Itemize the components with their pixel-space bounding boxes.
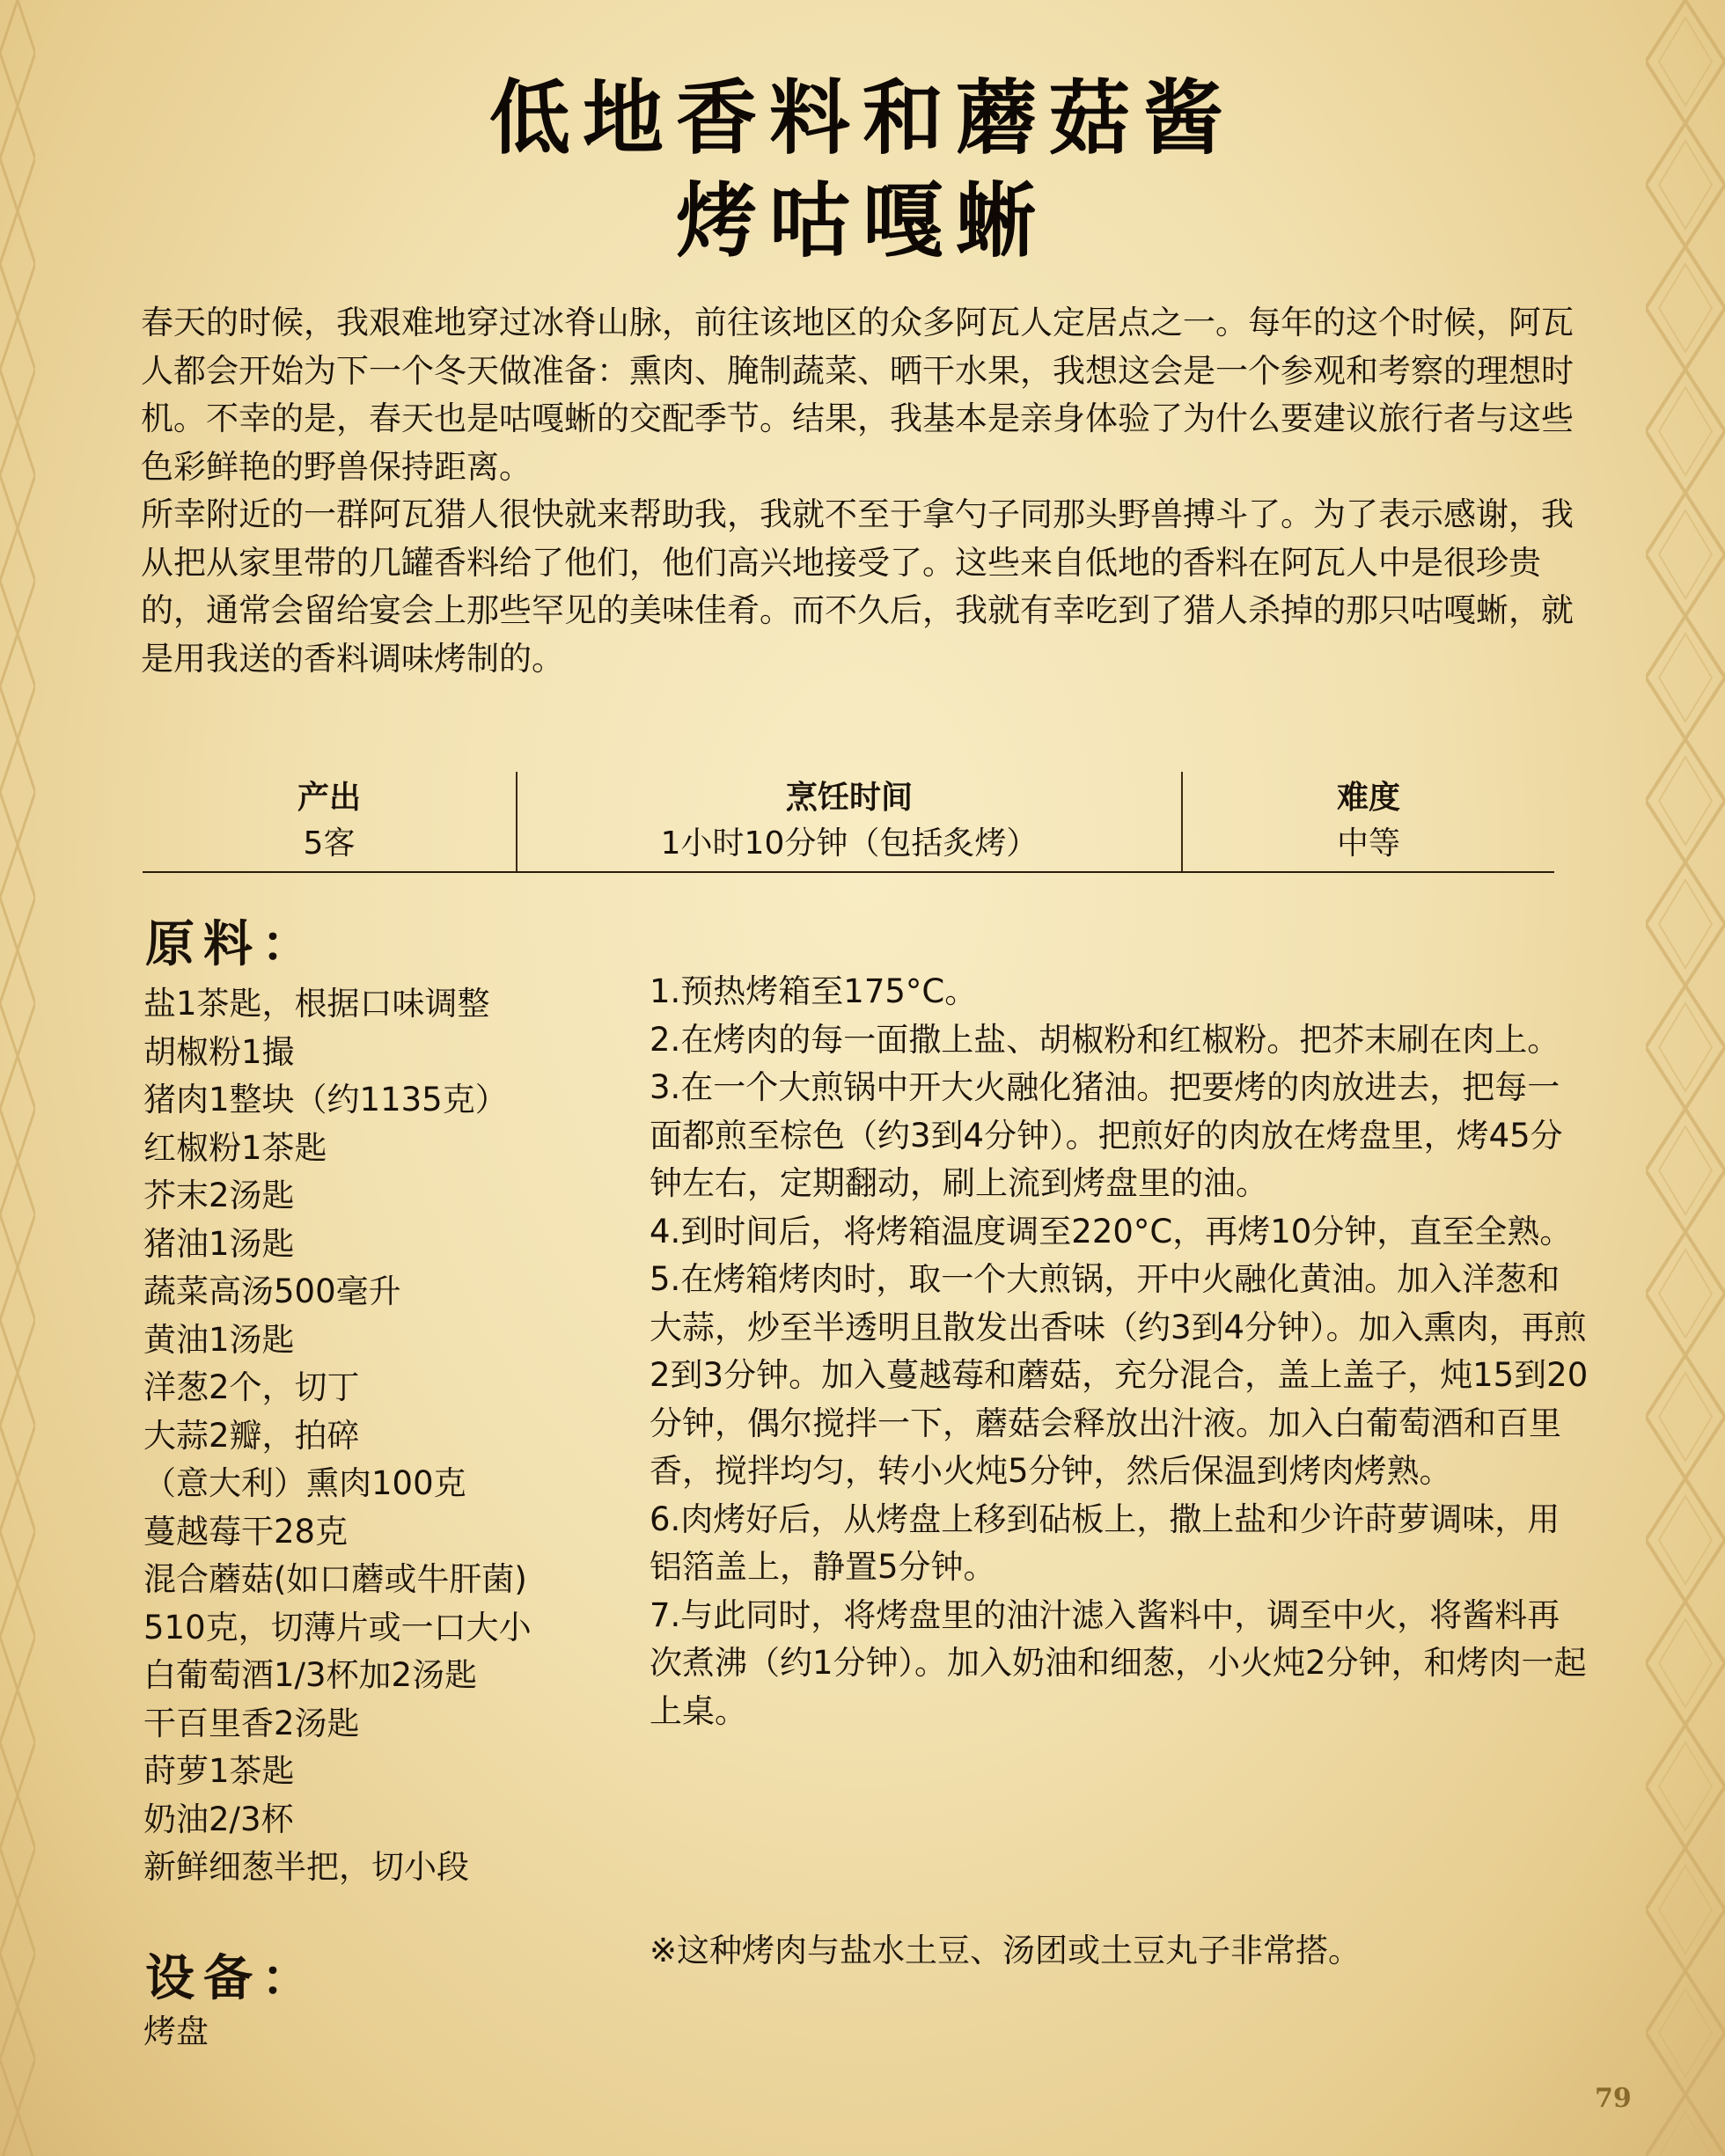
- page-number: 79: [1595, 2083, 1632, 2114]
- cooking-time-value: 1小时10分钟（包括炙烤）: [660, 825, 1039, 862]
- instructions-list: [650, 968, 1591, 1735]
- ingredient-item: （意大利）熏肉100克: [143, 1464, 466, 1502]
- ingredient-item: 白葡萄酒1/3杯加2汤匙: [143, 1656, 478, 1694]
- intro-text: [141, 299, 1584, 683]
- ingredient-item: 新鲜细葱半把，切小段: [143, 1848, 469, 1886]
- ingredient-item: 奶油2/3杯: [143, 1800, 294, 1838]
- ingredient-item: 胡椒粉1撮: [143, 1032, 295, 1071]
- instruction-step: 4.到时间后，将烤箱温度调至220°C，再烤10分钟，直至全熟。: [650, 1212, 1573, 1250]
- ingredient-item: 猪油1汤匙: [143, 1224, 295, 1263]
- ingredients-heading: 原料：: [145, 915, 319, 973]
- ingredient-item: 黄油1汤匙: [143, 1320, 295, 1359]
- equipment-item: 烤盘: [143, 2013, 209, 2050]
- recipe-title-line-1: 低地香料和蘑菇酱: [488, 70, 1236, 165]
- difficulty-value: 中等: [1336, 825, 1400, 862]
- recipe-info-table: [143, 770, 1554, 873]
- serving-note: ※这种烤肉与盐水土豆、汤团或土豆丸子非常搭。: [650, 1932, 1362, 1969]
- ingredient-item: 510克，切薄片或一口大小: [143, 1608, 532, 1646]
- yield-value: 5客: [303, 825, 356, 862]
- instruction-step: 7.与此同时，将烤盘里的油汁滤入酱料中，调至中火，将酱料再次煮沸（约1分钟）。加入奶油和细葱，小火炖2分钟，和烤肉一起上桌。: [650, 1595, 1587, 1730]
- yield-column: [143, 770, 516, 871]
- cooking-time-label: 烹饪时间: [785, 780, 913, 816]
- decorative-border-right: [1646, 0, 1725, 2156]
- recipe-title-line-2: 烤咕嘎蜥: [675, 173, 1049, 268]
- ingredient-item: 莳萝1茶匙: [143, 1752, 295, 1790]
- decorative-border-left: [0, 0, 35, 2156]
- ingredient-item: 干百里香2汤匙: [143, 1704, 360, 1742]
- difficulty-label: 难度: [1336, 780, 1400, 816]
- yield-label: 产出: [297, 780, 361, 816]
- cooking-time-column: [516, 770, 1183, 871]
- instruction-step: 2.在烤肉的每一面撒上盐、胡椒粉和红椒粉。把芥末刷在肉上。: [650, 1020, 1560, 1059]
- instruction-step: 3.在一个大煎锅中开大火融化猪油。把要烤的肉放进去，把每一面都煎至棕色（约3到4分钟）。把煎好的肉放在烤盘里，烤45分钟左右，定期翻动，刷上流到烤盘里的油。: [650, 1068, 1563, 1202]
- ingredient-item: 红椒粉1茶匙: [143, 1128, 327, 1167]
- ingredient-item: 芥末2汤匙: [143, 1177, 295, 1214]
- ingredients-list: [143, 980, 601, 1892]
- intro-paragraph: 春天的时候，我艰难地穿过冰脊山脉，前往该地区的众多阿瓦人定居点之一。每年的这个时候，阿瓦人都会开始为下一个冬天做准备：熏肉、腌制蔬菜、晒干水果，我想这会是一个参观和考察的理想时机。不幸的是，春天也是咕嘎蜥的交配季节。结果，我基本是亲身体验了为什么要建议旅行者与这些色彩鲜艳的野兽保持距离。: [141, 304, 1574, 486]
- instruction-step: 1.预热烤箱至175°C。: [650, 972, 978, 1010]
- ingredient-item: 混合蘑菇(如口蘑或牛肝菌): [143, 1560, 527, 1598]
- equipment-heading: 设备：: [145, 1949, 319, 2007]
- intro-paragraph: 所幸附近的一群阿瓦猎人很快就来帮助我，我就不至于拿勺子同那头野兽搏斗了。为了表示感谢，我从把从家里带的几罐香料给了他们，他们高兴地接受了。这些来自低地的香料在阿瓦人中是很珍贵的，通常会留给宴会上那些罕见的美味佳肴。而不久后，我就有幸吃到了猎人杀掉的那只咕嘎蜥，就是用我送的香料调味烤制的。: [141, 495, 1574, 678]
- ingredient-item: 猪肉1整块（约1135克）: [143, 1081, 508, 1118]
- ingredient-item: 蔬菜高汤500毫升: [143, 1272, 401, 1310]
- instruction-step: 6.肉烤好后，从烤盘上移到砧板上，撒上盐和少许莳萝调味，用铝箔盖上，静置5分钟。: [650, 1500, 1560, 1586]
- ingredient-item: 洋葱2个，切丁: [143, 1368, 360, 1406]
- ingredient-item: 盐1茶匙，根据口味调整: [143, 985, 490, 1023]
- difficulty-column: [1183, 770, 1554, 871]
- ingredient-item: 大蒜2瓣，拍碎: [143, 1416, 360, 1455]
- instruction-step: 5.在烤箱烤肉时，取一个大煎锅，开中火融化黄油。加入洋葱和大蒜，炒至半透明且散发出香味（约3到4分钟）。加入熏肉，再煎2到3分钟。加入蔓越莓和蘑菇，充分混合，盖上盖子，炖15到20分钟，偶尔搅拌一下，蘑菇会释放出汁液。加入白葡萄酒和百里香，搅拌均匀，转小火炖5分钟，然后保温到烤肉烤熟。: [650, 1260, 1589, 1490]
- ingredient-item: 蔓越莓干28克: [143, 1512, 349, 1551]
